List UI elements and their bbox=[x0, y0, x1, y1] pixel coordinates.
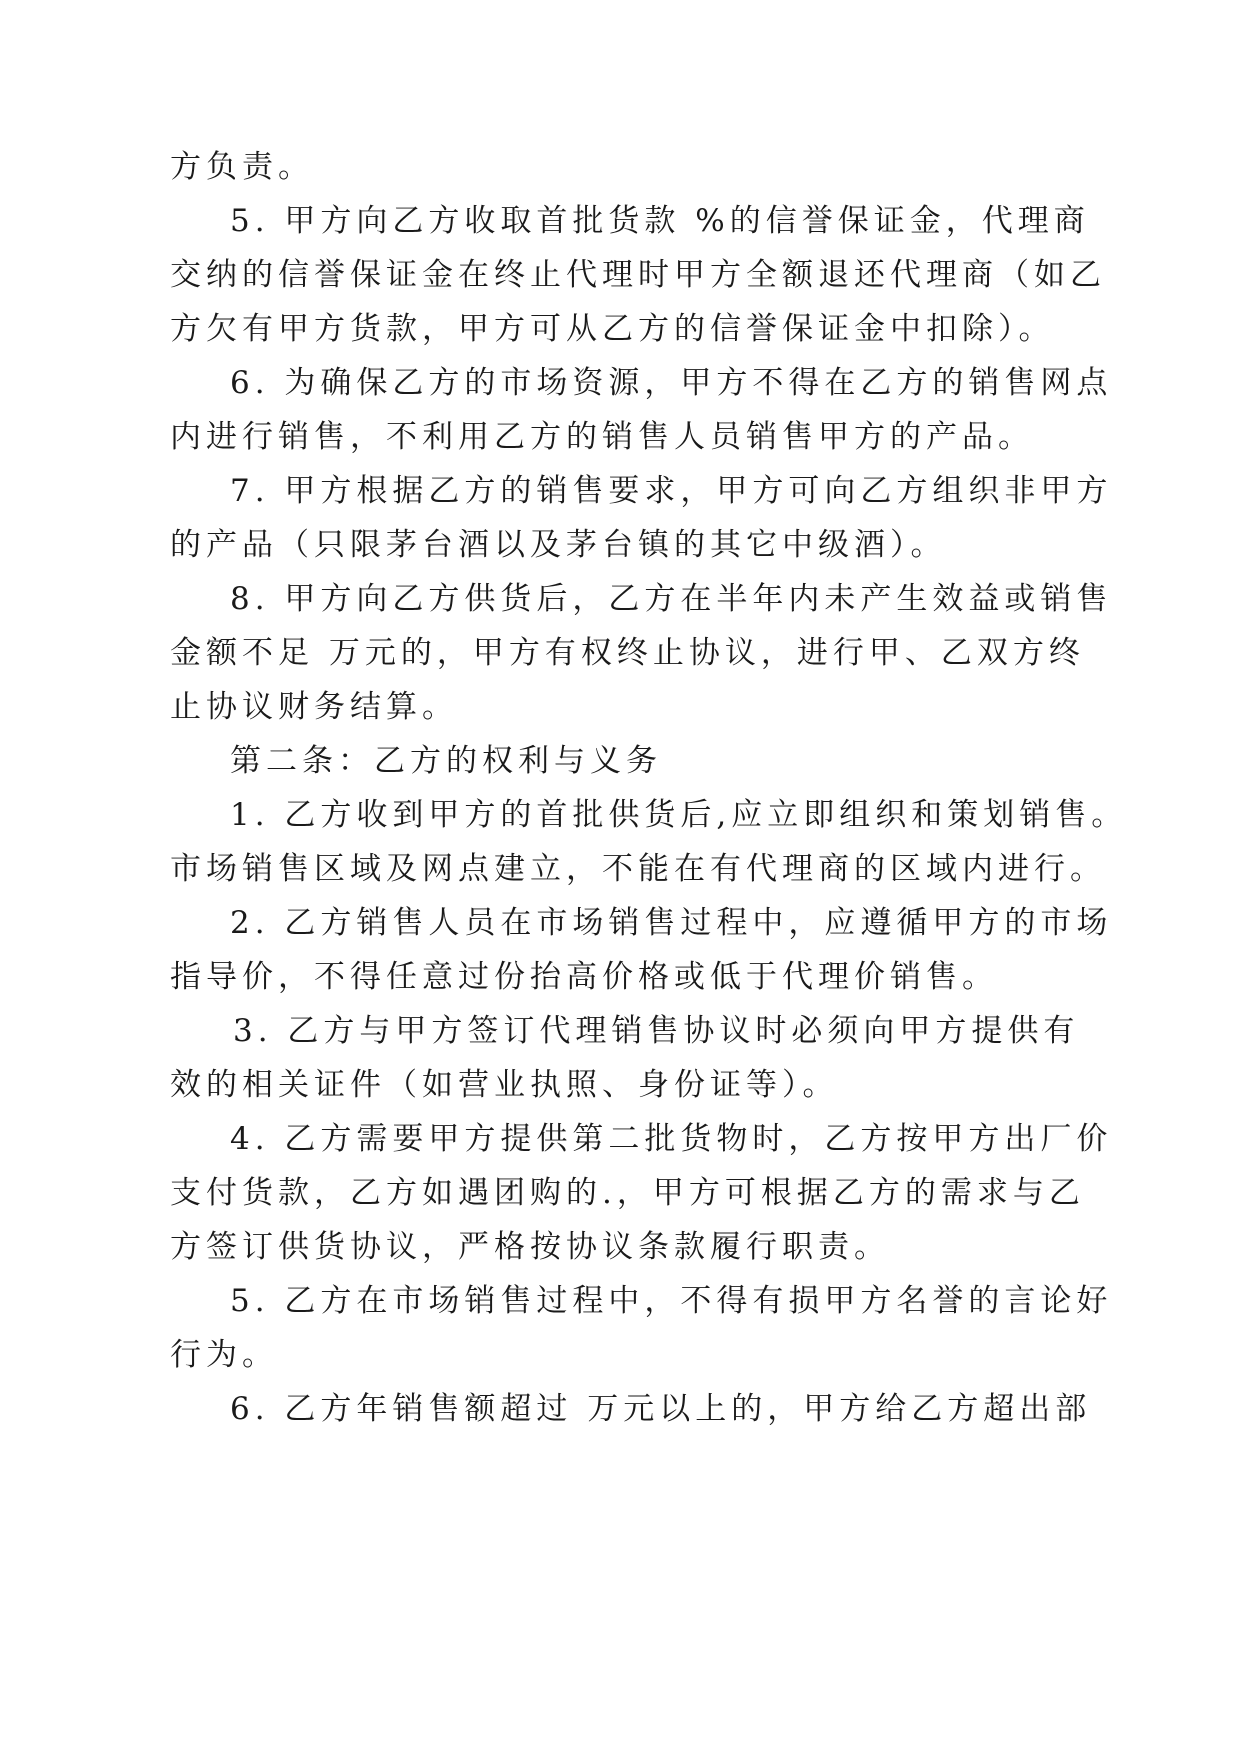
paragraph-line: 支付货款，乙方如遇团购的.，甲方可根据乙方的需求与乙 bbox=[170, 1175, 1085, 1211]
paragraph-line: 6. 为确保乙方的市场资源，甲方不得在乙方的销售网点 bbox=[230, 365, 1113, 401]
paragraph-line: 效的相关证件（如营业执照、身份证等）。 bbox=[170, 1067, 839, 1103]
paragraph-line: 6. 乙方年销售额超过 万元以上的，甲方给乙方超出部 bbox=[230, 1391, 1092, 1427]
paragraph-line: 5. 甲方向乙方收取首批货款 %的信誉保证金，代理商 bbox=[230, 203, 1090, 239]
paragraph-line: 5. 乙方在市场销售过程中，不得有损甲方名誉的言论好 bbox=[230, 1283, 1113, 1319]
paragraph-line: 2. 乙方销售人员在市场销售过程中，应遵循甲方的市场 bbox=[230, 905, 1113, 941]
paragraph-line: 的产品（只限茅台酒以及茅台镇的其它中级酒）。 bbox=[170, 527, 947, 563]
paragraph-line: 交纳的信誉保证金在终止代理时甲方全额退还代理商（如乙 bbox=[170, 257, 1106, 293]
paragraph-line: 止协议财务结算。 bbox=[170, 689, 458, 725]
paragraph-line: 内进行销售，不利用乙方的销售人员销售甲方的产品。 bbox=[170, 419, 1034, 455]
section-heading: 第二条：乙方的权利与义务 bbox=[230, 743, 662, 779]
paragraph-line: 7. 甲方根据乙方的销售要求，甲方可向乙方组织非甲方 bbox=[230, 473, 1113, 509]
paragraph-line: 4. 乙方需要甲方提供第二批货物时，乙方按甲方出厂价 bbox=[230, 1121, 1113, 1157]
paragraph-line: 方负责。 bbox=[170, 149, 314, 185]
paragraph-line: 行为。 bbox=[170, 1337, 278, 1373]
paragraph-line: 1. 乙方收到甲方的首批供货后,应立即组织和策划销售。 bbox=[230, 797, 1128, 833]
paragraph-line: 方欠有甲方货款，甲方可从乙方的信誉保证金中扣除）。 bbox=[170, 311, 1055, 347]
paragraph-line: 指导价，不得任意过份抬高价格或低于代理价销售。 bbox=[170, 959, 998, 995]
paragraph-line: 金额不足 万元的，甲方有权终止协议，进行甲、乙双方终 bbox=[170, 635, 1085, 671]
paragraph-line: 市场销售区域及网点建立，不能在有代理商的区域内进行。 bbox=[170, 851, 1106, 887]
paragraph-line: 方签订供货协议，严格按协议条款履行职责。 bbox=[170, 1229, 890, 1265]
paragraph-line: 8. 甲方向乙方供货后，乙方在半年内未产生效益或销售 bbox=[230, 581, 1113, 617]
paragraph-line: 3. 乙方与甲方签订代理销售协议时必须向甲方提供有 bbox=[233, 1013, 1080, 1049]
